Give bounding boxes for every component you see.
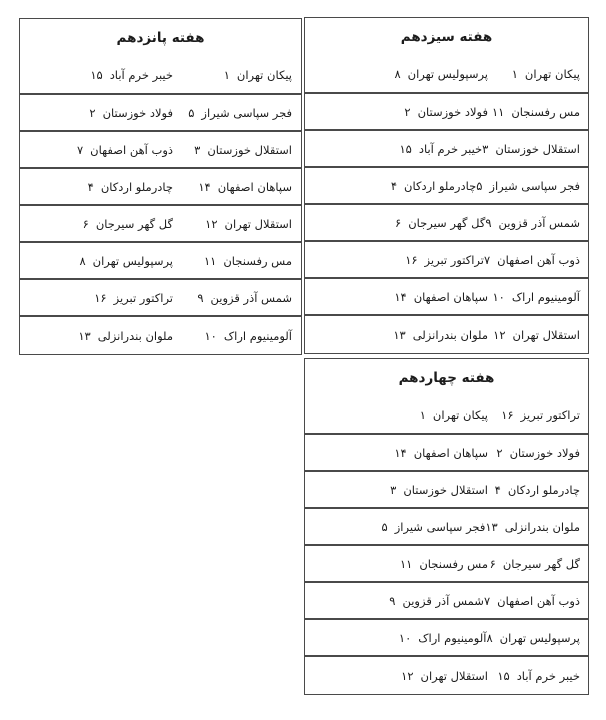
away-team-name: فجر سپاسی شیراز <box>394 519 486 534</box>
match-row <box>305 620 588 657</box>
away-team-name: سپاهان اصفهان <box>413 445 488 460</box>
week14-rows <box>305 435 588 694</box>
away-team <box>20 291 173 305</box>
away-team-name: شمس آذر قزوین <box>402 593 484 608</box>
home-team-name: فولاد خوزستان <box>509 445 580 460</box>
match-row <box>305 168 588 205</box>
home-team-rank: ۱ <box>223 68 230 82</box>
match-row <box>305 94 588 131</box>
home-team-name: استقلال تهران <box>224 216 292 231</box>
away-team <box>305 290 488 304</box>
home-team <box>173 143 292 157</box>
home-team-rank: ۵ <box>476 178 483 193</box>
home-team <box>173 254 292 268</box>
away-team-name: گل گهر سیرجان <box>95 216 173 231</box>
away-team-name: ملوان بندرانزلی <box>97 328 173 343</box>
home-team-name: استقلال خوزستان <box>495 141 580 156</box>
home-team <box>476 179 580 193</box>
away-team-rank: ۵ <box>381 519 388 534</box>
home-team-name: فجر سپاسی شیراز <box>489 178 580 193</box>
away-team-rank: ۸ <box>394 67 401 81</box>
home-team-rank: ۷ <box>483 252 491 267</box>
away-team-rank: ۳ <box>390 482 397 497</box>
away-team <box>305 631 486 645</box>
away-team-rank: ۶ <box>395 215 402 230</box>
match-row <box>305 242 588 279</box>
home-team-name: آلومینیوم اراک <box>511 289 580 304</box>
home-team <box>173 217 292 231</box>
home-team-rank: ۹ <box>485 215 492 230</box>
home-team-rank: ۸ <box>486 630 493 645</box>
match-row <box>305 316 588 353</box>
match-row <box>20 280 301 317</box>
away-team-rank: ۲ <box>89 105 96 120</box>
match-row <box>20 317 301 354</box>
away-team <box>20 329 173 343</box>
match-row <box>305 279 588 316</box>
home-team-name: پیکان تهران <box>236 68 292 82</box>
away-team <box>305 216 485 230</box>
match-row <box>20 57 301 93</box>
away-team-name: خیبر خرم آباد <box>418 141 483 156</box>
week-title: هفته چهاردهم <box>398 370 495 386</box>
away-team <box>20 143 173 157</box>
home-team-name: آلومینیوم اراک <box>223 328 292 343</box>
away-team <box>305 483 488 497</box>
home-team-name: چادرملو اردکان <box>507 482 580 497</box>
away-team-rank: ۸ <box>79 253 86 268</box>
match-row <box>305 56 588 92</box>
home-team <box>484 594 580 608</box>
away-team-name: چادرملو اردکان <box>404 178 477 193</box>
home-team-name: ذوب آهن اصفهان <box>497 593 580 608</box>
away-team-rank: ۹ <box>389 593 396 608</box>
home-team-rank: ۱ <box>511 67 518 81</box>
week13-rows <box>305 94 588 353</box>
match-row <box>305 472 588 509</box>
away-team-rank: ۱۵ <box>399 141 412 156</box>
away-team-name: استقلال خوزستان <box>403 482 488 497</box>
home-team <box>482 142 580 156</box>
home-team-rank: ۱۲ <box>493 327 506 342</box>
match-row <box>305 546 588 583</box>
home-team-name: پرسپولیس تهران <box>499 630 580 645</box>
away-team-rank: ۴ <box>87 179 94 194</box>
week-title: هفته پانزدهم <box>116 30 205 46</box>
home-team <box>173 329 292 343</box>
away-team <box>305 408 488 422</box>
away-team-rank: ۱۲ <box>401 668 414 683</box>
away-team-name: پرسپولیس تهران <box>407 67 488 81</box>
home-team <box>485 520 580 534</box>
match-row <box>20 206 301 243</box>
away-team-name: استقلال تهران <box>420 668 488 683</box>
away-team-name: پیکان تهران <box>432 408 488 422</box>
home-team <box>484 253 580 267</box>
match-row <box>305 583 588 620</box>
away-team-name: تراکتور تبریز <box>424 252 484 267</box>
away-team <box>305 67 488 81</box>
match-row <box>305 397 588 433</box>
home-team <box>488 67 580 81</box>
away-team <box>305 520 485 534</box>
home-team <box>488 483 580 497</box>
away-team-rank: ۶ <box>82 216 89 231</box>
home-team-rank: ۶ <box>489 556 496 571</box>
home-team <box>173 68 292 82</box>
home-team-rank: ۵ <box>188 105 195 120</box>
home-team-name: تراکتور تبریز <box>520 408 580 422</box>
match-row <box>20 243 301 280</box>
away-team <box>305 105 488 119</box>
home-team-name: سپاهان اصفهان <box>217 179 292 194</box>
home-team <box>173 291 292 305</box>
home-team-rank: ۲ <box>496 445 503 460</box>
home-team-rank: ۱۰ <box>204 328 217 343</box>
week13-header-cell <box>305 18 588 94</box>
home-team-name: مس رفسنجان <box>511 104 580 119</box>
home-team-name: پیکان تهران <box>524 67 580 81</box>
away-team <box>305 594 484 608</box>
home-team-rank: ۱۱ <box>204 253 217 268</box>
week15-header-cell <box>20 19 301 95</box>
away-team-name: تراکتور تبریز <box>113 290 173 305</box>
away-team-name: ملوان بندرانزلی <box>412 327 488 342</box>
week14-header-cell <box>305 359 588 435</box>
away-team-rank: ۲ <box>404 104 411 119</box>
home-team-name: شمس آذر قزوین <box>210 290 292 305</box>
away-team <box>305 446 488 460</box>
away-team-name: سپاهان اصفهان <box>413 289 488 304</box>
away-team <box>305 142 482 156</box>
home-team-name: خیبر خرم آباد <box>516 668 580 683</box>
away-team-name: خیبر خرم آباد <box>109 68 173 82</box>
home-team-rank: ۱۰ <box>492 289 505 304</box>
home-team-rank: ۱۲ <box>205 216 218 231</box>
away-team <box>20 68 173 82</box>
fixtures-table-week13 <box>304 17 589 354</box>
home-team-name: فجر سپاسی شیراز <box>201 105 292 120</box>
home-team-name: گل گهر سیرجان <box>502 556 580 571</box>
home-team <box>488 557 580 571</box>
home-team-rank: ۱۴ <box>198 179 211 194</box>
home-team <box>488 328 580 342</box>
week-title: هفته سیزدهم <box>400 29 493 45</box>
home-team <box>173 180 292 194</box>
match-row <box>20 132 301 169</box>
away-team-rank: ۱ <box>419 408 426 422</box>
away-team-name: گل گهر سیرجان <box>408 215 486 230</box>
home-team-rank: ۳ <box>194 142 201 157</box>
home-team-rank: ۱۶ <box>501 408 514 422</box>
away-team <box>305 557 488 571</box>
match-row <box>20 95 301 132</box>
away-team-rank: ۱۱ <box>400 556 413 571</box>
home-team-rank: ۱۵ <box>497 668 510 683</box>
away-team-rank: ۱۴ <box>394 445 407 460</box>
away-team <box>305 253 484 267</box>
match-row <box>305 509 588 546</box>
home-team <box>488 105 580 119</box>
away-team <box>20 106 173 120</box>
away-team-name: فولاد خوزستان <box>417 104 488 119</box>
away-team-name: پرسپولیس تهران <box>92 253 173 268</box>
home-team <box>488 408 580 422</box>
away-team <box>20 180 173 194</box>
away-team-rank: ۴ <box>390 178 398 193</box>
week15-rows <box>20 95 301 354</box>
home-team-rank: ۴ <box>494 482 501 497</box>
away-team-name: چادرملو اردکان <box>100 179 173 194</box>
fixtures-table-week14 <box>304 358 589 695</box>
match-row <box>20 169 301 206</box>
away-team <box>20 217 173 231</box>
away-team-name: آلومینیوم اراک <box>418 630 487 645</box>
away-team-name: مس رفسنجان <box>419 556 488 571</box>
away-team-rank: ۱۶ <box>405 252 418 267</box>
away-team-rank: ۱۵ <box>90 68 103 82</box>
away-team-rank: ۱۰ <box>398 630 412 645</box>
away-team <box>305 179 476 193</box>
home-team <box>488 446 580 460</box>
away-team <box>305 669 488 683</box>
home-team-name: استقلال خوزستان <box>207 142 292 157</box>
home-team <box>488 669 580 683</box>
fixtures-table-week15 <box>19 18 302 355</box>
match-row <box>305 131 588 168</box>
away-team-rank: ۱۴ <box>394 289 407 304</box>
home-team-rank: ۱۱ <box>492 104 505 119</box>
home-team-name: استقلال تهران <box>512 327 580 342</box>
home-team <box>488 290 580 304</box>
home-team-rank: ۷ <box>483 593 491 608</box>
away-team-rank: ۱۳ <box>393 327 406 342</box>
away-team-rank: ۱۶ <box>94 290 107 305</box>
home-team-rank: ۱۳ <box>485 519 498 534</box>
home-team-name: ملوان بندرانزلی <box>504 519 580 534</box>
away-team <box>305 328 488 342</box>
away-team-rank: ۱۳ <box>78 328 91 343</box>
away-team-name: فولاد خوزستان <box>102 105 173 120</box>
home-team-name: ذوب آهن اصفهان <box>497 252 580 267</box>
home-team-name: مس رفسنجان <box>223 253 292 268</box>
away-team <box>20 254 173 268</box>
away-team-name: ذوب آهن اصفهان <box>90 142 173 157</box>
home-team-rank: ۹ <box>197 290 204 305</box>
match-row <box>305 435 588 472</box>
home-team <box>486 631 580 645</box>
home-team <box>173 106 292 120</box>
home-team <box>485 216 580 230</box>
home-team-name: شمس آذر قزوین <box>498 215 580 230</box>
match-row <box>305 205 588 242</box>
home-team-rank: ۳ <box>482 141 489 156</box>
match-row <box>305 657 588 694</box>
away-team-rank: ۷ <box>76 142 84 157</box>
